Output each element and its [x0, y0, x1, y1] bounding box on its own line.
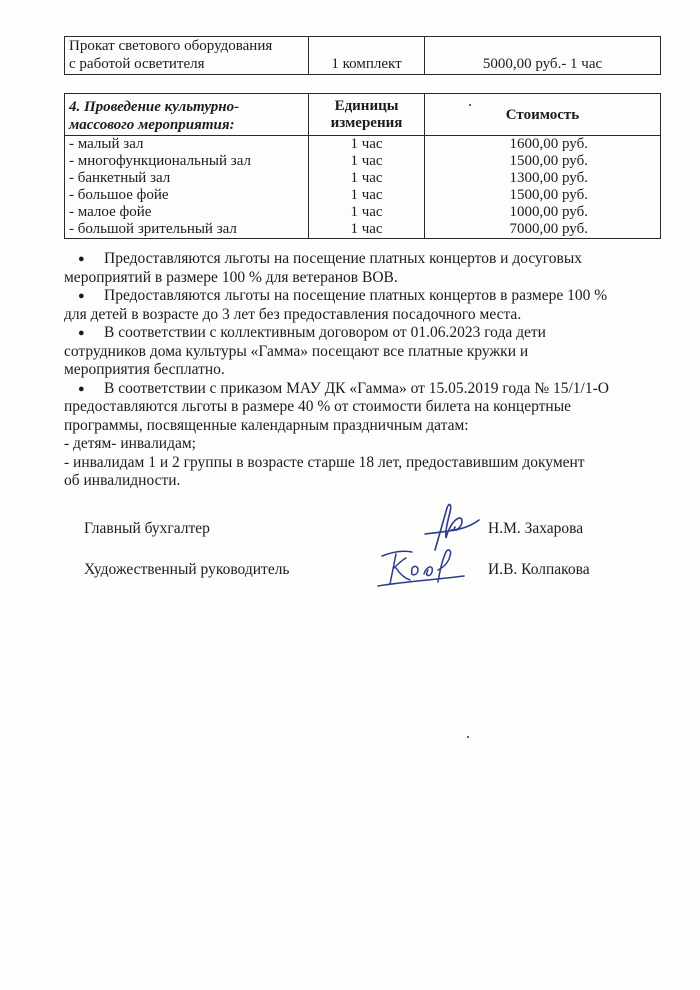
table-row — [65, 204, 661, 221]
service-name-cell — [65, 37, 309, 75]
unit-cell: 1 час — [309, 170, 425, 187]
note-line: мероприятия бесплатно. — [64, 361, 225, 378]
note-line — [64, 380, 664, 399]
note-text: В соответствии с приказом МАУ ДК «Гамма» от 15.05.2019 года № 15/1/1-О — [104, 379, 609, 397]
price-cell: 1300,00 руб. — [425, 170, 661, 187]
director-name: И.В. Колпакова — [488, 561, 590, 578]
note-line — [64, 287, 664, 306]
note-line: об инвалидности. — [64, 472, 181, 489]
note-line: для детей в возрасте до 3 лет без предоставления посадочного места. — [64, 305, 522, 323]
scan-speck — [467, 736, 469, 738]
table-header-row — [65, 94, 661, 136]
unit-cell: 1 час — [309, 136, 425, 154]
note-line: мероприятий в размере 100 % для ветеранов ВОВ. — [64, 268, 398, 286]
note-text: Предоставляются льготы на посещение платных концертов в размере 100 % — [104, 287, 608, 304]
bullet-icon: ● — [78, 327, 85, 339]
venue-name-cell: - большой зрительный зал — [65, 221, 309, 239]
note-line — [64, 324, 664, 343]
unit-header-line: Единицы — [334, 97, 399, 114]
accountant-title: Главный бухгалтер — [84, 520, 210, 537]
unit-cell: 1 час — [309, 187, 425, 204]
venue-name-cell: - банкетный зал — [65, 170, 309, 187]
note-line: предоставляются льготы в размере 40 % от стоимости билета на концертные — [64, 398, 572, 415]
table-row — [65, 221, 661, 239]
unit-cell: 1 час — [309, 153, 425, 170]
unit-cell: 1 час — [309, 221, 425, 239]
table-row — [65, 187, 661, 204]
note-text: Предоставляются льготы на посещение платных концертов и досуговых — [104, 250, 582, 267]
bullet-icon: ● — [78, 253, 85, 265]
table-row — [65, 37, 661, 75]
director-title: Художественный руководитель — [84, 561, 290, 578]
note-text: В соответствии с коллективным договором от 01.06.2023 года дети — [104, 324, 546, 341]
price-cell: 1500,00 руб. — [425, 187, 661, 204]
price-cell: 1500,00 руб. — [425, 153, 661, 170]
note-line — [64, 250, 664, 269]
price-cell: 5000,00 руб.- 1 час — [425, 37, 661, 75]
accountant-name: Н.М. Захарова — [488, 520, 584, 537]
table-row — [65, 153, 661, 170]
table-row — [65, 136, 661, 154]
note-line: сотрудников дома культуры «Гамма» посещают все платные кружки и — [64, 342, 529, 360]
events-table — [64, 93, 661, 239]
benefits-notes — [64, 250, 664, 491]
director-signature-icon — [372, 546, 470, 590]
note-line: - инвалидам 1 и 2 группы в возрасте старше 18 лет, предоставившим документ — [64, 453, 585, 471]
price-cell: 1000,00 руб. — [425, 204, 661, 221]
section-heading-line: массового мероприятия: — [69, 117, 235, 133]
note-line: - детям- инвалидам; — [64, 435, 196, 452]
price-cell: 7000,00 руб. — [425, 221, 661, 239]
unit-header-line: измерения — [330, 114, 403, 131]
section-heading — [65, 94, 309, 136]
accountant-signature-icon — [405, 500, 485, 552]
venue-name-cell: - большое фойе — [65, 187, 309, 204]
price-column-header: Стоимость — [425, 94, 661, 136]
service-name-line: с работой осветителя — [69, 56, 205, 72]
service-name-line: Прокат светового оборудования — [69, 38, 273, 54]
table-row — [65, 170, 661, 187]
bullet-icon: ● — [78, 382, 85, 395]
venue-name-cell: - малый зал — [65, 136, 309, 154]
venue-name-cell: - малое фойе — [65, 204, 309, 221]
scan-speck — [469, 104, 471, 106]
note-line: программы, посвященные календарным праздничным датам: — [64, 416, 469, 434]
equipment-table — [64, 36, 661, 75]
unit-cell: 1 комплект — [309, 37, 425, 75]
bullet-icon: ● — [78, 290, 85, 302]
unit-column-header — [309, 94, 425, 136]
venue-name-cell: - многофункциональный зал — [65, 153, 309, 170]
unit-cell: 1 час — [309, 204, 425, 221]
section-heading-line: 4. Проведение культурно- — [69, 99, 240, 115]
price-cell: 1600,00 руб. — [425, 136, 661, 154]
